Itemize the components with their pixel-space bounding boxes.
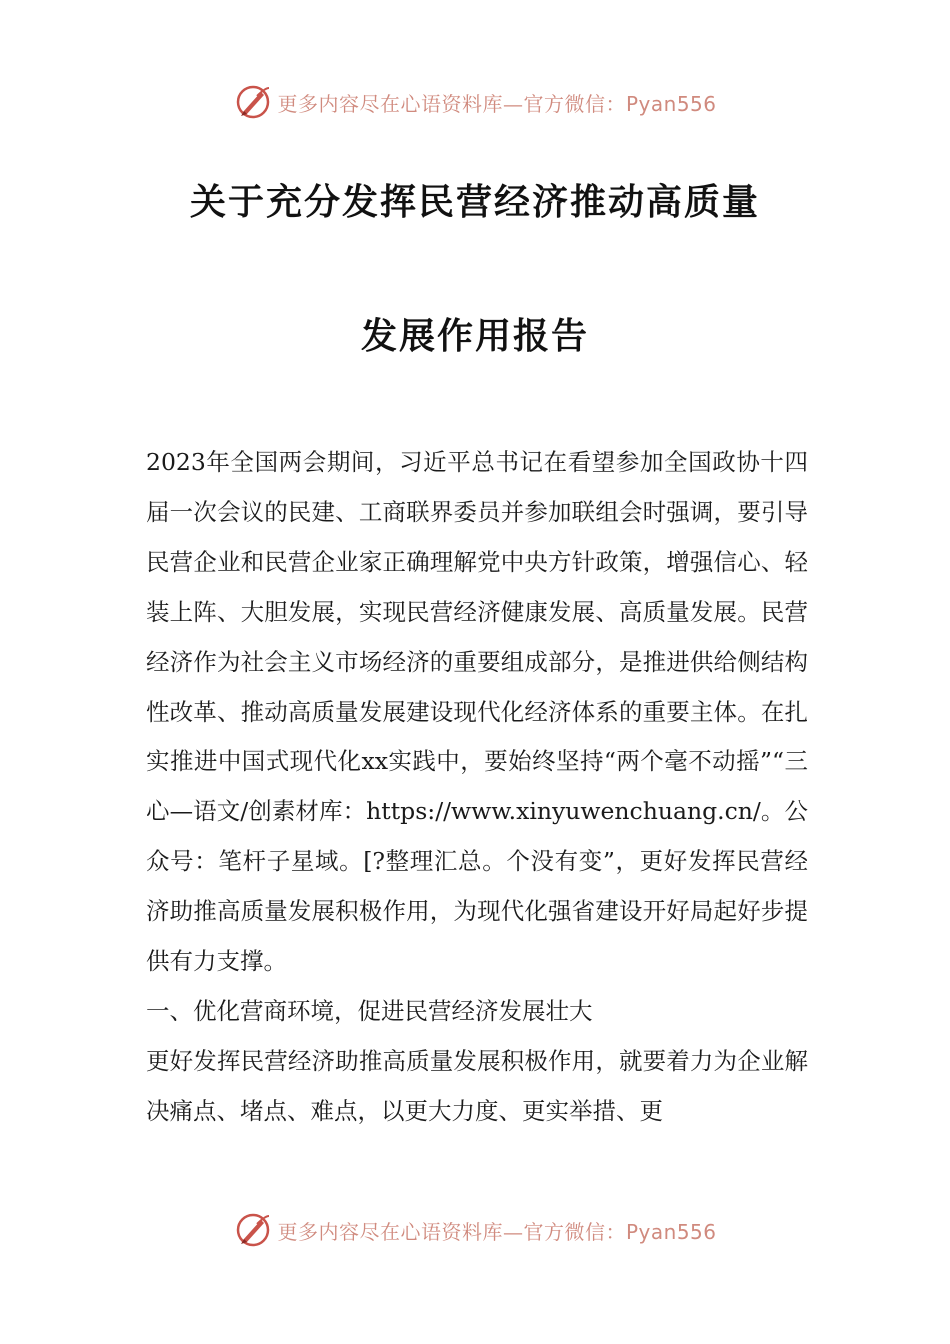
- document-body: [146, 438, 808, 1137]
- pen-logo-icon: [233, 1210, 273, 1250]
- document-title-line-1: 关于充分发挥民营经济推动高质量: [189, 181, 760, 223]
- footer-watermark-text: 更多内容尽在心语资料库—官方微信：Pyan556: [277, 1219, 717, 1244]
- header-watermark-text: 更多内容尽在心语资料库—官方微信：Pyan556: [277, 91, 717, 116]
- header-watermark: [0, 82, 950, 122]
- pen-logo-icon: [233, 82, 273, 122]
- document-title-line-2: 发展作用报告: [360, 315, 589, 357]
- body-paragraph-section-1: 更好发挥民营经济助推高质量发展积极作用，就要着力为企业解决痛点、堵点、难点，以更大力度、更实举措、更: [146, 1046, 808, 1125]
- footer-watermark: [0, 1210, 950, 1250]
- body-paragraph-intro: 2023年全国两会期间，习近平总书记在看望参加全国政协十四届一次会议的民建、工商联界委员并参加联组会时强调，要引导民营企业和民营企业家正确理解党中央方针政策，增强信心、轻装上阵、大胆发展，实现民营经济健康发展、高质量发展。民营经济作为社会主义市场经济的重要组成部分，是推进供给侧结构性改革、推动高质量发展建设现代化经济体系的重要主体。在扎实推进中国式现代化xx实践中，要始终坚持“两个毫不动摇”“三心—语文/创素材库：https://www.xinyuwenchuang.cn/。公众号：笔杆子星域。[?整理汇总。个没有变”，更好发挥民营经济助推高质量发展积极作用，为现代化强省建设开好局起好步提供有力支撑。: [146, 448, 808, 976]
- section-heading-1: 一、优化营商环境，促进民营经济发展壮大: [146, 996, 593, 1025]
